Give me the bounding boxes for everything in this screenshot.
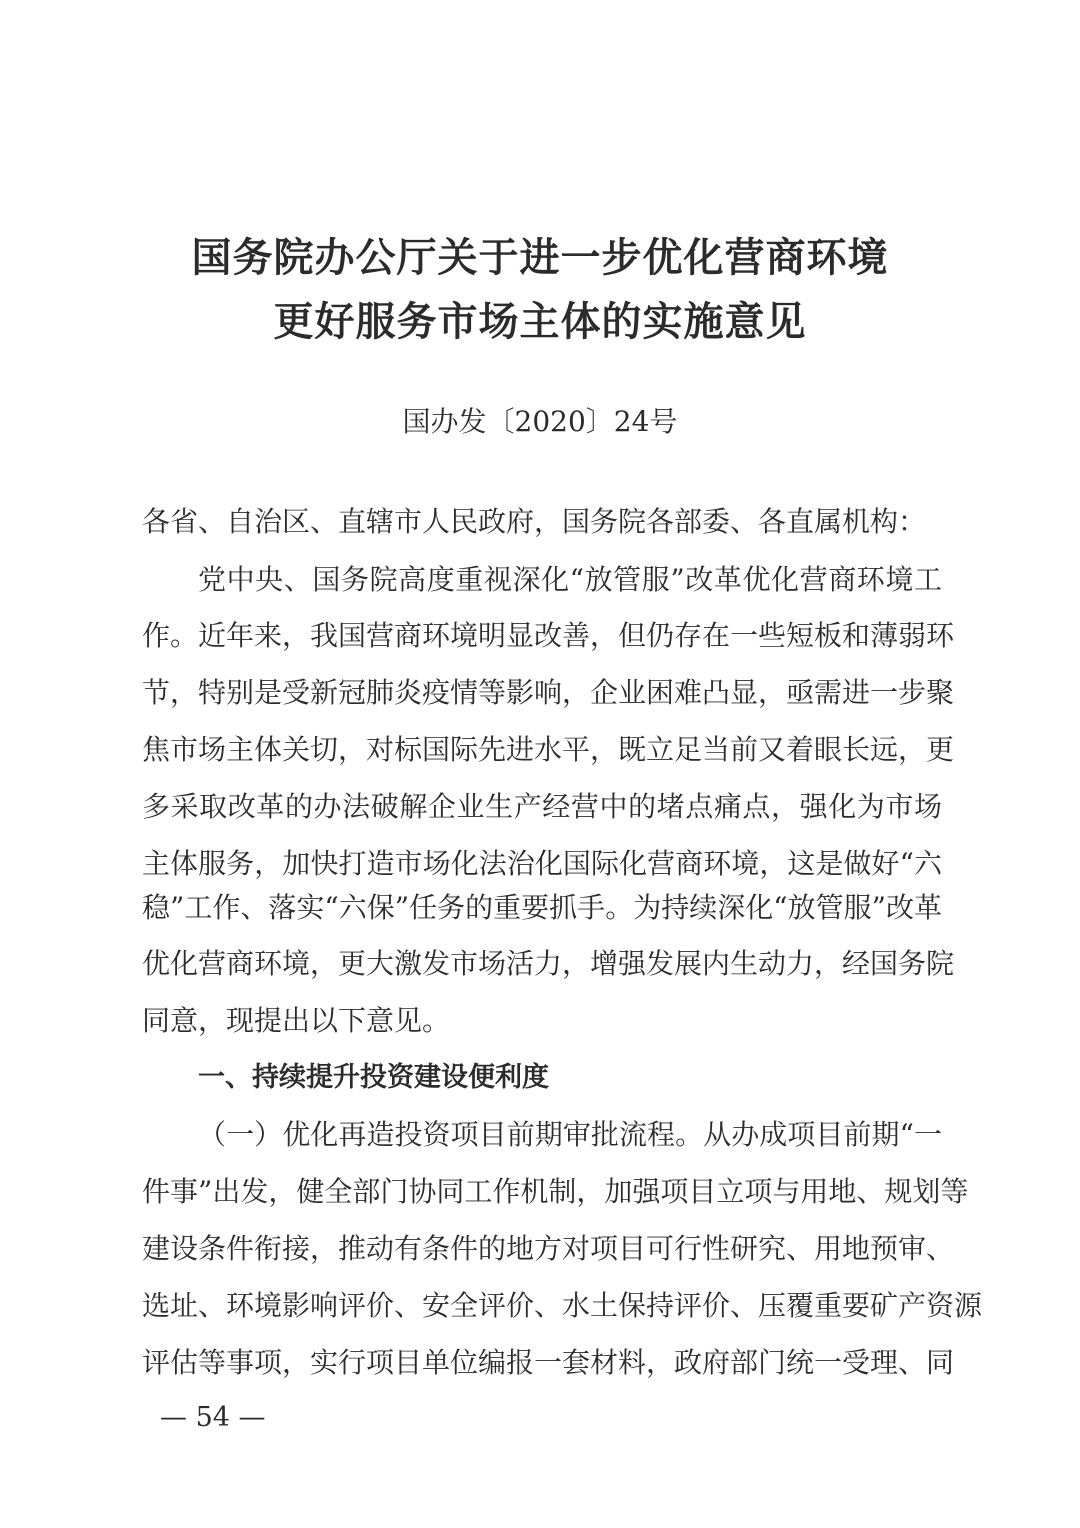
document-title-line-1: 国务院办公厅关于进一步优化营商环境 [191,234,889,281]
section-paragraph-line: 建设条件衔接，推动有条件的地方对项目可行性研究、用地预审、 [142,1232,955,1265]
intro-paragraph-line: 稳”工作、落实“六保”任务的重要抓手。为持续深化“放管服”改革 [142,891,942,924]
section-paragraph-line: 评估等事项，实行项目单位编报一套材料，政府部门统一受理、同 [142,1346,955,1379]
intro-paragraph-line: 节，特别是受新冠肺炎疫情等影响，企业困难凸显，亟需进一步聚 [142,676,955,709]
document-title-line-2: 更好服务市场主体的实施意见 [273,298,807,345]
addressee: 各省、自治区、直辖市人民政府，国务院各部委、各直属机构： [142,505,927,538]
intro-paragraph-line: 党中央、国务院高度重视深化“放管服”改革优化营商环境工 [198,563,942,596]
intro-paragraph-line: 作。近年来，我国营商环境明显改善，但仍存在一些短板和薄弱环 [142,619,955,652]
intro-paragraph-line: 多采取改革的办法破解企业生产经营中的堵点痛点，强化为市场 [142,790,942,823]
intro-paragraph-line: 同意，现提出以下意见。 [142,1004,451,1037]
intro-paragraph-line: 主体服务，加快打造市场化法治化国际化营商环境，这是做好“六 [142,847,942,880]
section-paragraph-line: 选址、环境影响评价、安全评价、水土保持评价、压覆重要矿产资源 [142,1289,983,1322]
section-paragraph-line: 件事”出发，健全部门协同工作机制，加强项目立项与用地、规划等 [142,1175,969,1208]
page-number: — 54 — [160,1402,266,1433]
section-paragraph-line: （一）优化再造投资项目前期审批流程。从办成项目前期“一 [198,1118,942,1151]
intro-paragraph-line: 优化营商环境，更大激发市场活力，增强发展内生动力，经国务院 [142,947,955,980]
document-number: 国办发〔2020〕24号 [402,405,678,438]
section-heading: 一、持续提升投资建设便利度 [198,1062,549,1093]
intro-paragraph-line: 焦市场主体关切，对标国际先进水平，既立足当前又着眼长远，更 [142,733,955,766]
